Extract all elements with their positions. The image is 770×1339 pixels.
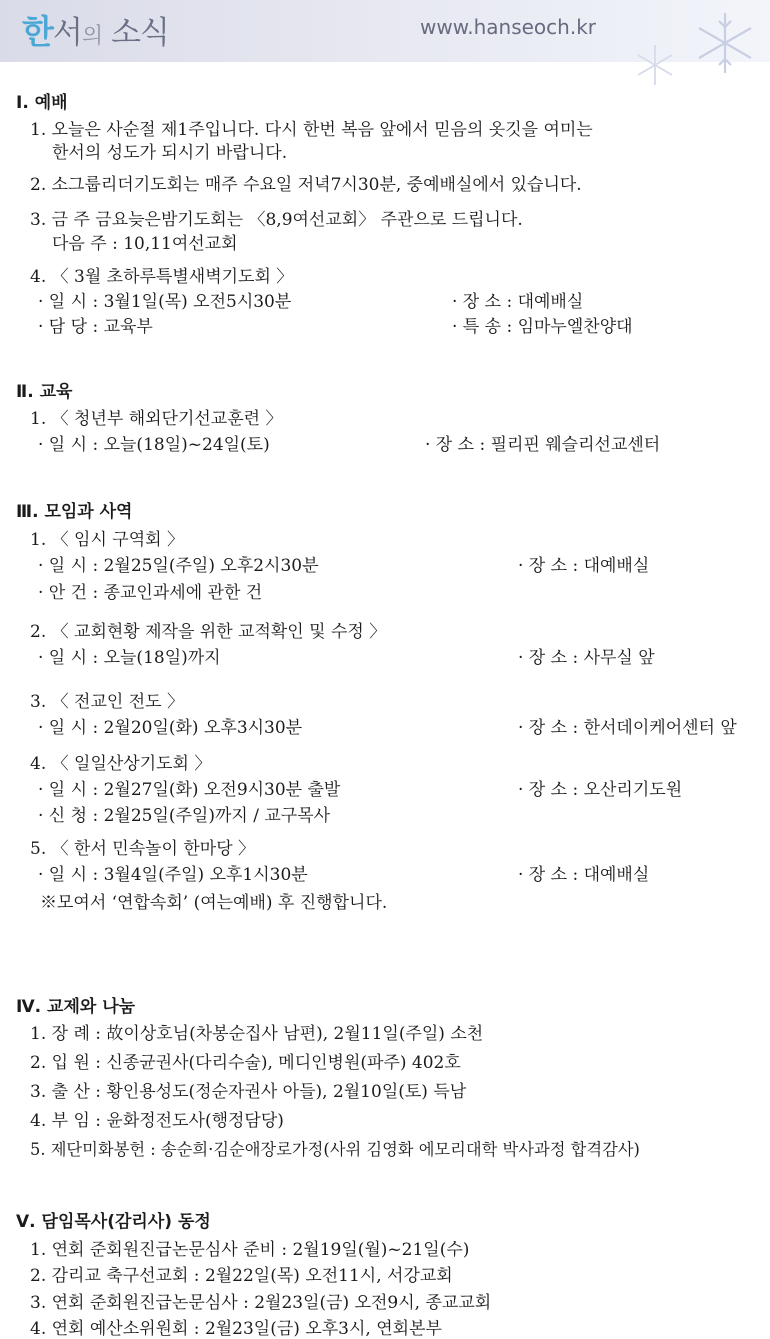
list-item: 1. 장 례 : 故이상호님(차봉순집사 남편), 2월11일(주일) 소천 <box>30 1024 484 1044</box>
list-item: 1. 〈 임시 구역회 〉 <box>30 530 184 550</box>
logo: 한서의 소식 <box>22 12 169 51</box>
list-item: · 일 시 : 3월1일(목) 오전5시30분 <box>38 292 292 312</box>
list-item: · 장 소 : 필리핀 웨슬리선교센터 <box>425 435 661 455</box>
list-item: 1. 연회 준회원진급논문심사 준비 : 2월19일(월)~21일(수) <box>30 1240 470 1260</box>
list-item: · 장 소 : 대예배실 <box>452 292 584 312</box>
section-title-gatherings: Ⅲ. 모임과 사역 <box>16 502 133 522</box>
list-item: 1. 오늘은 사순절 제1주입니다. 다시 한번 복음 앞에서 믿음의 옷깃을 여미는 <box>30 120 593 140</box>
list-item: 2. 소그룹리더기도회는 매주 수요일 저녁7시30분, 중예배실에서 있습니다. <box>30 175 582 195</box>
website-url[interactable]: www.hanseoch.kr <box>420 15 596 39</box>
list-item: · 장 소 : 대예배실 <box>518 556 650 576</box>
list-item: 3. 연회 준회원진급논문심사 : 2월23일(금) 오전9시, 종교교회 <box>30 1293 492 1313</box>
list-item: · 장 소 : 대예배실 <box>518 865 650 885</box>
list-item: 2. 감리교 축구선교회 : 2월22일(목) 오전11시, 서강교회 <box>30 1266 453 1286</box>
list-item: · 장 소 : 오산리기도원 <box>518 780 683 800</box>
section-title-pastor: Ⅴ. 담임목사(감리사) 동정 <box>16 1212 211 1232</box>
section-title-education: Ⅱ. 교육 <box>16 382 73 402</box>
list-item: 5. 제단미화봉헌 : 송순희·김순애장로가정(사위 김영화 에모리대학 박사과정 합격감사) <box>30 1140 640 1159</box>
list-item: · 일 시 : 3월4일(주일) 오후1시30분 <box>38 865 308 885</box>
list-item: 5. 〈 한서 민속놀이 한마당 〉 <box>30 839 256 859</box>
list-item: 3. 금 주 금요늦은밤기도회는 〈8,9여선교회〉 주관으로 드립니다. <box>30 210 523 230</box>
list-item: 4. 〈 일일산상기도회 〉 <box>30 754 212 774</box>
list-item: 2. 〈 교회현황 제작을 위한 교적확인 및 수정 〉 <box>30 622 387 642</box>
list-item: · 일 시 : 오늘(18일)~24일(토) <box>38 435 270 455</box>
section-title-fellowship: Ⅳ. 교제와 나눔 <box>16 997 136 1017</box>
list-item: 4. 〈 3월 초하루특별새벽기도회 〉 <box>30 267 294 287</box>
list-item: · 담 당 : 교육부 <box>38 317 153 337</box>
list-item: 2. 입 원 : 신종균권사(다리수술), 메디인병원(파주) 402호 <box>30 1053 461 1073</box>
list-item: 4. 부 임 : 윤화정전도사(행정담당) <box>30 1111 284 1131</box>
list-item: 3. 〈 전교인 전도 〉 <box>30 692 184 712</box>
list-item: 3. 출 산 : 황인용성도(정순자권사 아들), 2월10일(토) 득남 <box>30 1082 467 1102</box>
list-item: · 일 시 : 오늘(18일)까지 <box>38 648 221 668</box>
list-item: · 일 시 : 2월25일(주일) 오후2시30분 <box>38 556 319 576</box>
list-item: · 안 건 : 종교인과세에 관한 건 <box>38 583 263 603</box>
list-item: · 일 시 : 2월27일(화) 오전9시30분 출발 <box>38 780 341 800</box>
list-item: · 장 소 : 사무실 앞 <box>518 648 655 668</box>
list-item: 4. 연회 예산소위원회 : 2월23일(금) 오후3시, 연회본부 <box>30 1319 442 1339</box>
note-text: ※모여서 ‘연합속회’ (여는예배) 후 진행합니다. <box>40 893 388 913</box>
list-item: 한서의 성도가 되시기 바랍니다. <box>52 143 288 163</box>
list-item: · 신 청 : 2월25일(주일)까지 / 교구목사 <box>38 806 331 826</box>
list-item: · 장 소 : 한서데이케어센터 앞 <box>518 718 737 738</box>
list-item: 다음 주 : 10,11여선교회 <box>52 234 238 254</box>
section-title-worship: Ⅰ. 예배 <box>16 93 68 113</box>
list-item: · 일 시 : 2월20일(화) 오후3시30분 <box>38 718 303 738</box>
list-item: · 특 송 : 임마누엘찬양대 <box>452 317 633 337</box>
list-item: 1. 〈 청년부 해외단기선교훈련 〉 <box>30 409 283 429</box>
